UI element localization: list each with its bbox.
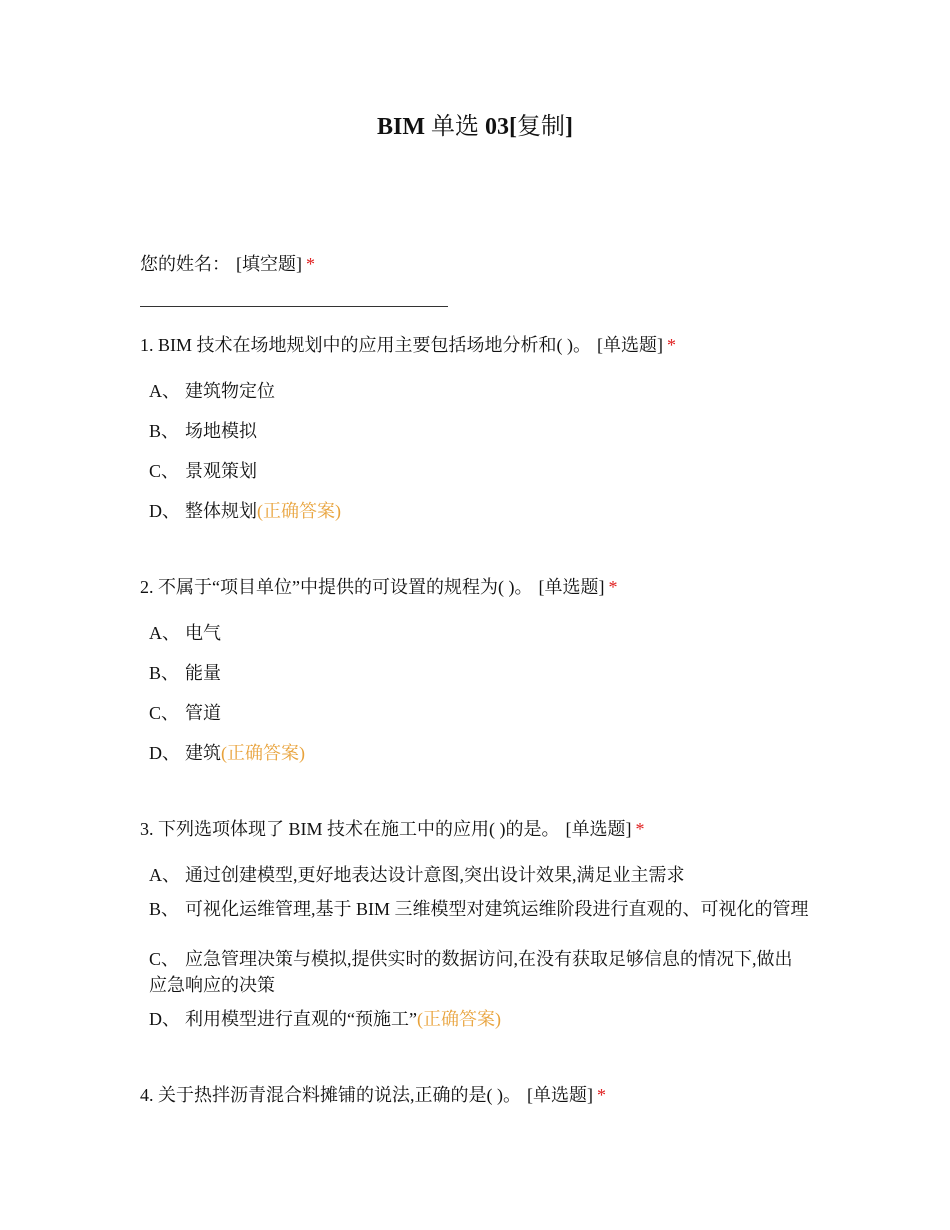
option-letter: D、 (149, 501, 180, 521)
question-1-title (140, 333, 676, 357)
question-3-option-d[interactable] (149, 1006, 809, 1032)
option-text: 电气 (185, 623, 221, 643)
question-type-badge: [单选题] (538, 577, 605, 597)
option-letter: D、 (149, 1009, 180, 1029)
question-text: 4. 关于热拌沥青混合料摊铺的说法,正确的是( )。 (140, 1085, 521, 1105)
question-type-badge: [单选题] (597, 335, 663, 355)
question-1-option-c[interactable] (149, 458, 809, 484)
option-text: 应急管理决策与模拟,提供实时的数据访问,在没有获取足够信息的情况下,做出应急响应的决策 (149, 949, 793, 995)
option-letter: C、 (149, 949, 180, 969)
option-letter: C、 (149, 461, 180, 481)
correct-answer-tag: (正确答案) (416, 1009, 501, 1029)
option-letter: B、 (149, 663, 180, 683)
survey-title (0, 110, 950, 144)
title-part-bracket: ] (565, 114, 573, 140)
option-letter: C、 (149, 703, 180, 723)
title-part-copy: 复制 (517, 114, 565, 140)
question-2-option-a[interactable] (149, 620, 809, 646)
option-text: 可视化运维管理,基于 BIM 三维模型对建筑运维阶段进行直观的、可视化的管理 (185, 899, 809, 919)
title-part-single: 单选 (425, 114, 485, 140)
question-3-title (140, 817, 645, 841)
option-text: 景观策划 (185, 461, 257, 481)
question-1-option-a[interactable] (149, 378, 809, 404)
question-2-title (140, 575, 617, 599)
option-text: 建筑物定位 (185, 381, 275, 401)
required-marker: * (306, 254, 315, 274)
name-question (140, 252, 315, 276)
option-text: 通过创建模型,更好地表达设计意图,突出设计效果,满足业主需求 (185, 865, 685, 885)
question-type-badge: [单选题] (527, 1085, 593, 1105)
option-letter: D、 (149, 743, 180, 763)
correct-answer-tag: (正确答案) (221, 743, 305, 763)
correct-answer-tag: (正确答案) (257, 501, 341, 521)
question-3-option-c[interactable] (149, 946, 809, 998)
title-part-number: 03[ (485, 114, 517, 140)
question-2-option-d[interactable] (149, 740, 809, 766)
question-text: 1. BIM 技术在场地规划中的应用主要包括场地分析和( )。 (140, 335, 591, 355)
question-1-option-d[interactable] (149, 498, 809, 524)
title-part-bim: BIM (377, 114, 425, 140)
question-type-badge: [单选题] (565, 819, 632, 839)
option-letter: A、 (149, 865, 180, 885)
question-2-option-b[interactable] (149, 660, 809, 686)
option-text: 管道 (185, 703, 221, 723)
question-3-option-a[interactable] (149, 862, 809, 888)
question-text: 2. 不属于“项目单位”中提供的可设置的规程为( )。 (140, 577, 533, 597)
option-text: 整体规划 (185, 501, 257, 521)
option-letter: A、 (149, 623, 180, 643)
required-marker: * (597, 1085, 606, 1105)
option-letter: B、 (149, 421, 180, 441)
required-marker: * (667, 335, 676, 355)
question-1-option-b[interactable] (149, 418, 809, 444)
option-text: 能量 (185, 663, 221, 683)
name-question-label: 您的姓名： (140, 254, 230, 274)
option-text: 利用模型进行直观的“预施工” (185, 1009, 417, 1029)
question-text: 3. 下列选项体现了 BIM 技术在施工中的应用( )的是。 (140, 819, 560, 839)
required-marker: * (635, 819, 645, 839)
question-type-badge: [填空题] (236, 254, 302, 274)
option-text: 建筑 (185, 743, 221, 763)
name-answer-line[interactable] (140, 306, 448, 307)
question-2-option-c[interactable] (149, 700, 809, 726)
option-letter: A、 (149, 381, 180, 401)
required-marker: * (608, 577, 618, 597)
option-letter: B、 (149, 899, 180, 919)
option-text: 场地模拟 (185, 421, 257, 441)
question-4-title (140, 1083, 606, 1107)
question-3-option-b[interactable] (149, 896, 809, 922)
